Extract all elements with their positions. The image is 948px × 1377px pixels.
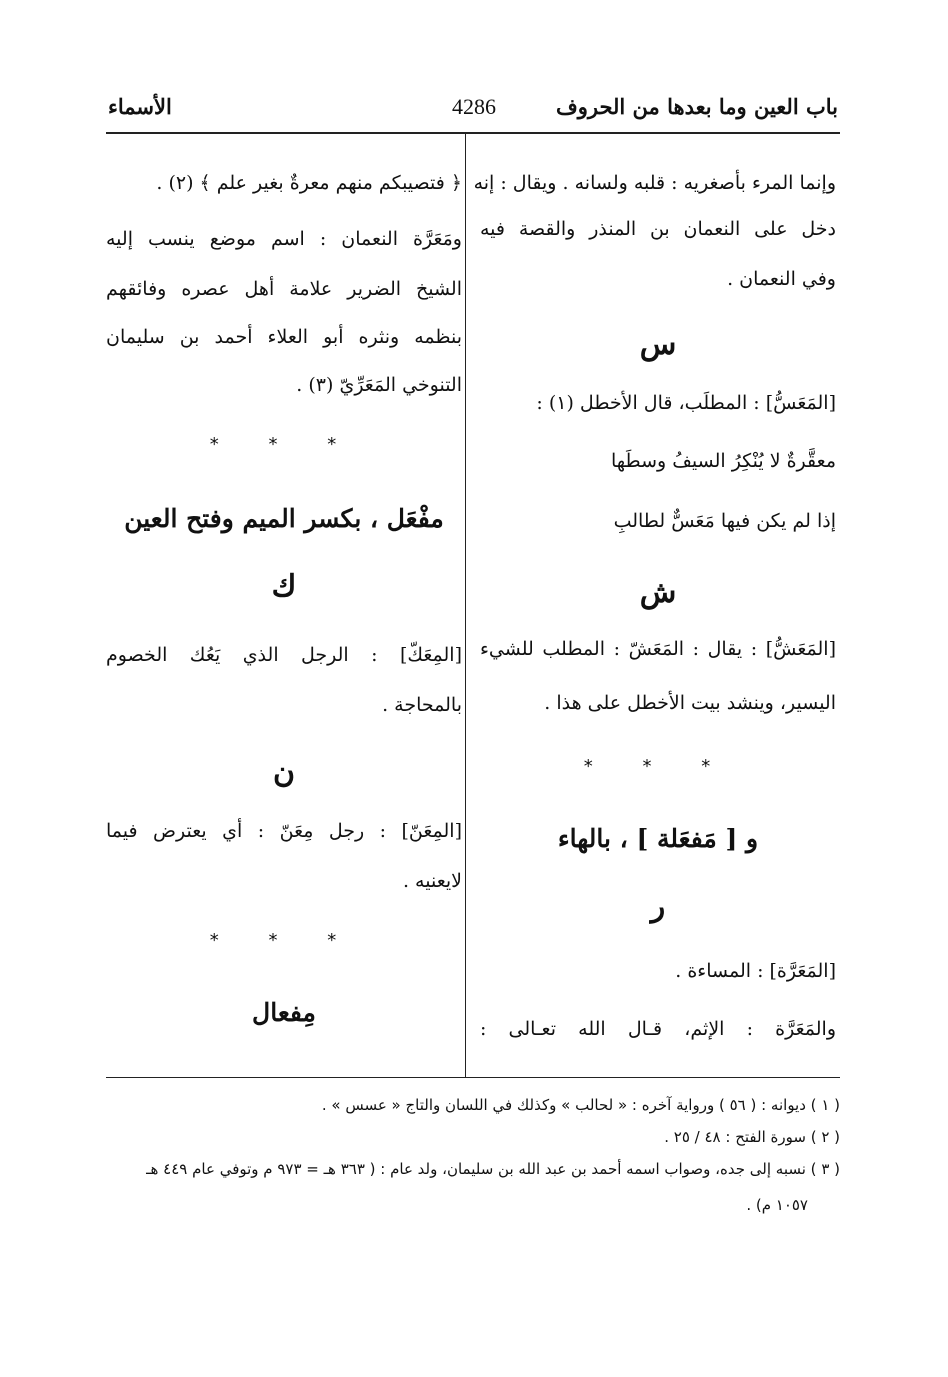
text-line: وإنما المرء بأصغريه : قلبه ولسانه . ويقال : إنه (473, 172, 836, 194)
text-line: وفي النعمان . (727, 268, 836, 290)
text-line: والمَعَرَّة : الإثم، قـال الله تعـالى : (480, 1018, 836, 1040)
entry-line: [المَعَسُّ] : المطلَب، قال الأخطل (١) : (536, 392, 836, 414)
section-separator: * * * (209, 930, 359, 951)
section-separator: * * * (209, 434, 359, 455)
entry-line: ومَعَرَّة النعمان : اسم موضع ينسب إليه (106, 228, 462, 250)
letter-heading: ش (639, 575, 677, 610)
entry-line: [المَعَرَّة] : المساءة . (675, 960, 836, 982)
letter-heading: ن (272, 755, 296, 790)
text-line: بنظمه ونثره أبو العلاء أحمد بن سليمان (106, 326, 462, 348)
section-heading: و [ مَفعَلة ] ، بالهاء (557, 824, 759, 853)
text-line: بالمحاجة . (382, 694, 462, 716)
column-divider (465, 134, 466, 1077)
text-line: التنوخي المَعَرِّيّ (٣) . (296, 374, 462, 396)
entry-line: [المِعَكّ] : الرجل الذي يَعُك الخصوم (106, 644, 462, 666)
footnote-rule (106, 1077, 840, 1078)
entry-line: [المَعَشُّ] : يقال : المَعَشّ : المطلب للشيء (480, 638, 836, 660)
footnote: ( ٣ ) نسبه إلى جده، وصواب اسمه أحمد بن عبد الله بن سليمان، ولد عام : ( ٣٦٣ هـ = ٩٧٣ م وتوفي عام ٤٤٩ هـ (146, 1160, 840, 1178)
header-rule (106, 132, 840, 134)
text-line: اليسير، وينشد بيت الأخطل على هذا . (544, 692, 836, 714)
letter-heading: ر (650, 889, 666, 924)
footnote: ( ١ ) ديوانه : ( ٥٦ ) ورواية آخره : « لحالب » وكذلك في اللسان والتاج « عسس » . (321, 1096, 840, 1114)
letter-heading: س (639, 327, 677, 362)
text-line: الشيخ الضرير علامة أهل عصره وفائقهم (106, 278, 462, 300)
section-heading: مِفعال (252, 998, 316, 1027)
text-line: لايعنيه . (402, 870, 462, 892)
footnote-continuation: ١٠٥٧ م) . (746, 1196, 808, 1214)
entry-line: [المِعَنّ] : رجل مِعَنّ : أي يعترض فيما (106, 820, 462, 842)
chapter-title: باب العين وما بعدها من الحروف (555, 94, 838, 119)
section-heading: مفْعَل ، بكسر الميم وفتح العين (124, 504, 444, 533)
verse-line: إذا لم يكن فيها مَعَسٌّ لطالبِ (613, 510, 836, 532)
page-number: 4286 (452, 94, 496, 119)
verse-line: معقَّرةٌ لا يُنْكِرُ السيفُ وسطَها (610, 450, 836, 472)
letter-heading: ك (271, 569, 297, 604)
text-line: دخل على النعمان بن المنذر والقصة فيه (480, 218, 836, 240)
quran-quote-line: ﴿ فتصيبكم منهم معرةٌ بغير علم ﴾ (٢) . (156, 172, 462, 194)
section-separator: * * * (583, 756, 733, 777)
footnote: ( ٢ ) سورة الفتح : ٤٨ / ٢٥ . (664, 1128, 840, 1146)
section-title: الأسماء (108, 94, 172, 119)
